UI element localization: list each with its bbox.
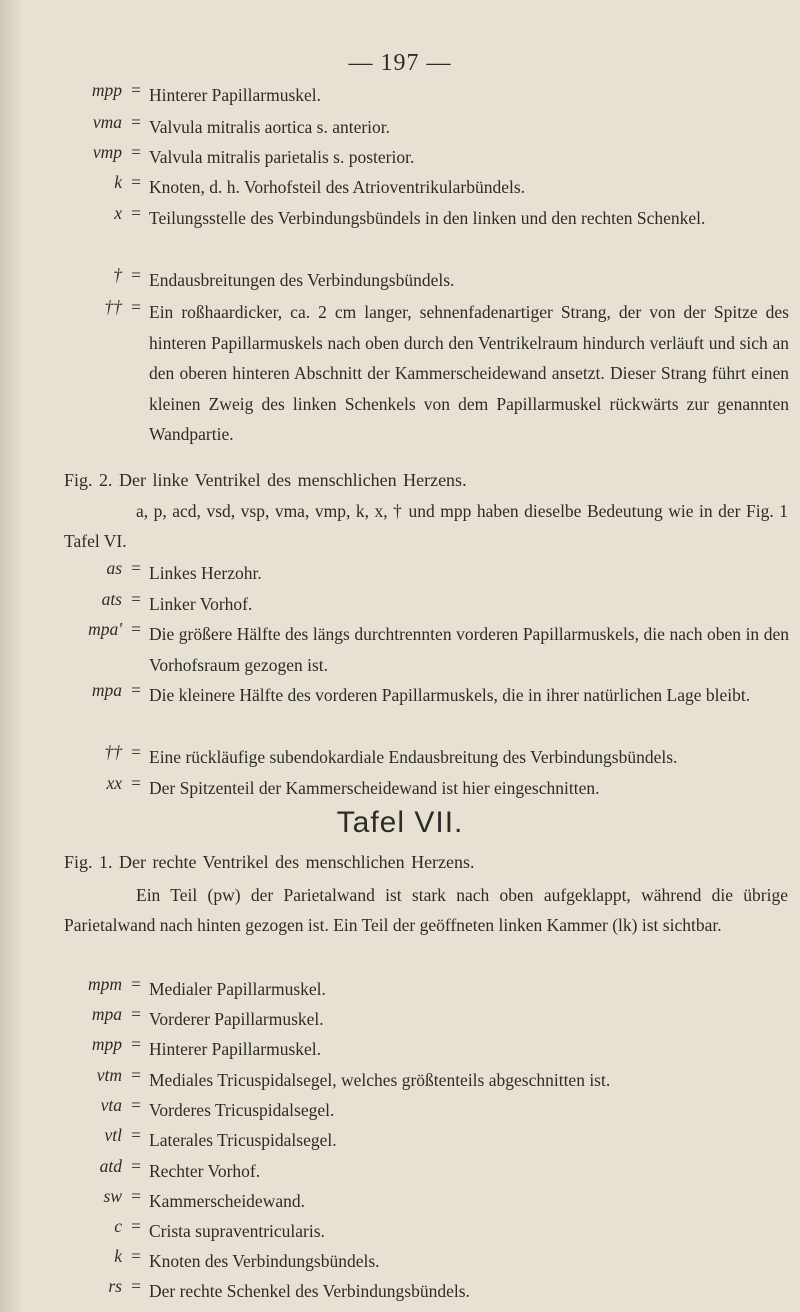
legend-definition: Linkes Herzohr. xyxy=(149,563,262,583)
legend-definition: Valvula mitralis aortica s. anterior. xyxy=(149,117,391,137)
equals-sign: = xyxy=(131,1095,141,1115)
legend-abbr: vma xyxy=(92,112,122,132)
equals-sign: = xyxy=(131,1125,141,1145)
legend-abbr: ats xyxy=(101,589,122,609)
legend-definition: Linker Vorhof. xyxy=(149,594,253,614)
legend-definition: Mediales Tricuspidalsegel, welches größtenteils abgeschnitten ist. xyxy=(149,1070,611,1090)
legend-abbr: mpp xyxy=(91,1034,122,1054)
equals-sign: = xyxy=(131,589,141,609)
legend-abbr: vtl xyxy=(104,1125,122,1145)
equals-sign: = xyxy=(131,265,141,285)
equals-sign: = xyxy=(131,1004,141,1024)
equals-sign: = xyxy=(131,80,141,100)
legend-definition: Medialer Papillarmuskel. xyxy=(149,979,326,999)
legend-definition: Ein roßhaardicker, ca. 2 cm langer, sehnenfadenartiger Strang, der von der Spitze des hinteren Papillarmuskels nach oben durch den Ventrikelraum hindurch verläuft und sich an den oberen hinteren Abschnitt der Kammerscheidewand ansetzt. Dieser Strang führt einen kleinen Zweig des linken Schenkels von dem Papillarmuskel rückwärts zur genannten Wandpartie. xyxy=(149,302,789,444)
figure-paragraph: Ein Teil (pw) der Parietalwand ist stark nach oben aufgeklappt, während die übrige Parietalwand nach hinten gezogen ist. Ein Teil der geöffneten linken Kammer (lk) ist sichtbar. xyxy=(64,885,788,935)
legend-abbr: mpa xyxy=(91,680,122,700)
legend-abbr: †† xyxy=(104,742,122,762)
equals-sign: = xyxy=(131,619,141,639)
equals-sign: = xyxy=(131,112,141,132)
equals-sign: = xyxy=(131,1034,141,1054)
page-number: — 197 — xyxy=(348,50,452,76)
legend-definition: Der rechte Schenkel des Verbindungsbündels. xyxy=(149,1281,470,1301)
legend-abbr: atd xyxy=(99,1156,122,1176)
legend-definition: Knoten, d. h. Vorhofsteil des Atrioventrikularbündels. xyxy=(149,177,526,197)
legend-abbr: †† xyxy=(104,297,122,317)
equals-sign: = xyxy=(131,773,141,793)
equals-sign: = xyxy=(131,1186,141,1206)
legend-definition: Endausbreitungen des Verbindungsbündels. xyxy=(149,270,455,290)
legend-definition: Teilungsstelle des Verbindungsbündels in den linken und den rechten Schenkel. xyxy=(149,208,706,228)
legend-abbr: k xyxy=(114,172,122,192)
equals-sign: = xyxy=(131,1216,141,1236)
legend-definition: Hinterer Papillarmuskel. xyxy=(149,85,322,105)
equals-sign: = xyxy=(131,1156,141,1176)
equals-sign: = xyxy=(131,203,141,223)
legend-definition: Der Spitzenteil der Kammerscheidewand ist hier eingeschnitten. xyxy=(149,778,600,798)
legend-abbr: xx xyxy=(106,773,122,793)
equals-sign: = xyxy=(131,1246,141,1266)
legend-abbr: vtm xyxy=(96,1065,122,1085)
legend-abbr: as xyxy=(106,558,122,578)
legend-abbr: mpm xyxy=(87,974,122,994)
legend-definition: Die größere Hälfte des längs durchtrennten vorderen Papillarmuskels, die nach oben in den Vorhofsraum gezogen ist. xyxy=(149,624,789,675)
legend-abbr: vmp xyxy=(92,142,122,162)
legend-definition: Vorderer Papillarmuskel. xyxy=(149,1009,324,1029)
legend-definition: Rechter Vorhof. xyxy=(149,1161,261,1181)
equals-sign: = xyxy=(131,142,141,162)
legend-abbr: k xyxy=(114,1246,122,1266)
legend-abbr: mpa xyxy=(91,1004,122,1024)
legend-definition: Die kleinere Hälfte des vorderen Papillarmuskels, die in ihrer natürlichen Lage bleibt. xyxy=(149,685,751,705)
legend-definition: Vorderes Tricuspidalsegel. xyxy=(149,1100,335,1120)
figure-heading: Fig. 2. Der linke Ventrikel des menschlichen Herzens. xyxy=(64,470,467,490)
equals-sign: = xyxy=(131,1065,141,1085)
figure-paragraph: a, p, acd, vsd, vsp, vma, vmp, k, x, † und mpp haben dieselbe Bedeutung wie in der Fig. 1 Tafel VI. xyxy=(64,501,788,551)
equals-sign: = xyxy=(131,297,141,317)
legend-abbr: vta xyxy=(100,1095,122,1115)
legend-abbr: mpp xyxy=(91,80,122,100)
legend-abbr: rs xyxy=(108,1276,122,1296)
equals-sign: = xyxy=(131,742,141,762)
legend-definition: Crista supraventricularis. xyxy=(149,1221,325,1241)
equals-sign: = xyxy=(131,680,141,700)
legend-abbr: † xyxy=(113,265,122,285)
legend-abbr: c xyxy=(114,1216,122,1236)
legend-definition: Laterales Tricuspidalsegel. xyxy=(149,1130,337,1150)
legend-definition: Knoten des Verbindungsbündels. xyxy=(149,1251,380,1271)
legend-abbr: mpa' xyxy=(88,619,122,639)
legend-definition: Hinterer Papillarmuskel. xyxy=(149,1039,322,1059)
figure-heading: Fig. 1. Der rechte Ventrikel des menschlichen Herzens. xyxy=(64,852,475,872)
equals-sign: = xyxy=(131,974,141,994)
page-edge-shadow xyxy=(0,0,22,1312)
plate-heading: Tafel VII. xyxy=(336,806,464,839)
equals-sign: = xyxy=(131,1276,141,1296)
equals-sign: = xyxy=(131,558,141,578)
legend-abbr: x xyxy=(114,203,122,223)
equals-sign: = xyxy=(131,172,141,192)
legend-abbr: sw xyxy=(103,1186,122,1206)
legend-definition: Eine rückläufige subendokardiale Endausbreitung des Verbindungsbündels. xyxy=(149,747,678,767)
legend-definition: Kammerscheidewand. xyxy=(149,1191,305,1211)
legend-definition: Valvula mitralis parietalis s. posterior. xyxy=(149,147,415,167)
